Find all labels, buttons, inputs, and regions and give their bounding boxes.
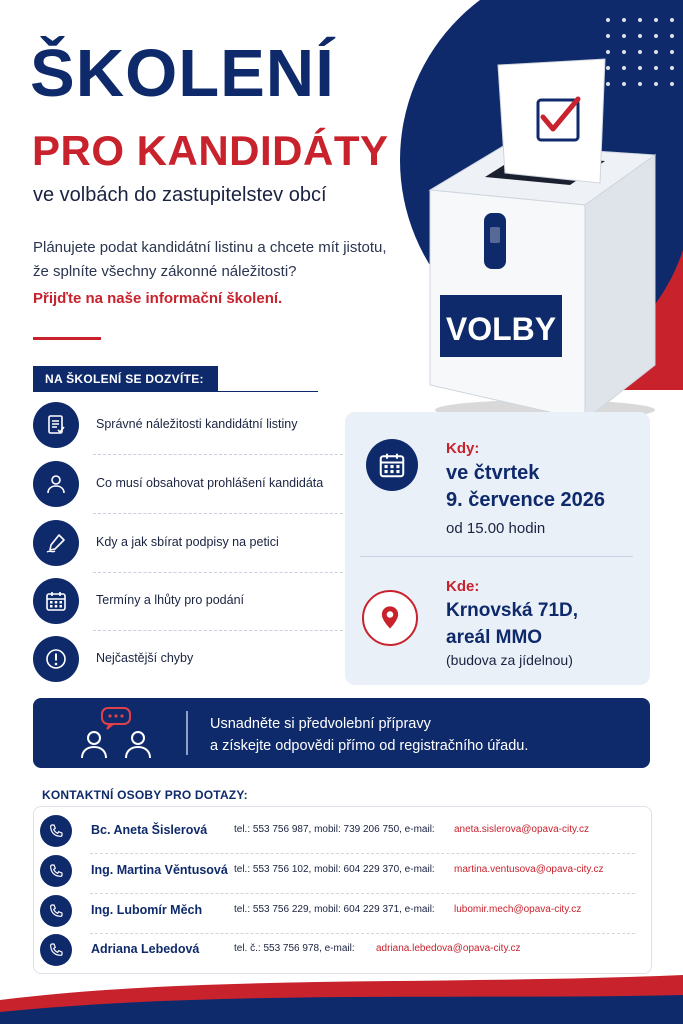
contact-email-link[interactable]: adriana.lebedova@opava-city.cz: [376, 943, 521, 954]
ballot-box-label: VOLBY: [445, 311, 557, 347]
phone-icon: [40, 855, 72, 887]
location-pin-icon: [362, 590, 418, 646]
contact-name: Adriana Lebedová: [91, 942, 200, 956]
banner-text-line-1: Usnadněte si předvolební přípravy: [210, 716, 431, 732]
learn-item-label: Co musí obsahovat prohlášení kandidáta: [96, 476, 324, 490]
contact-email-link[interactable]: aneta.sislerova@opava-city.cz: [454, 824, 590, 835]
learn-item: [33, 459, 323, 509]
divider: [93, 630, 353, 631]
divider: [33, 337, 101, 340]
learn-item: [33, 518, 323, 568]
where-area: areál MMO: [446, 627, 543, 648]
learn-item: [33, 400, 323, 450]
divider: [360, 556, 633, 557]
contact-email-link[interactable]: lubomir.mech@opava-city.cz: [454, 904, 582, 915]
contact-name: Bc. Aneta Šislerová: [91, 823, 208, 837]
learn-heading: NA ŠKOLENÍ SE DOZVÍTE:: [33, 366, 218, 392]
calendar-icon: [33, 578, 79, 624]
contact-row: [40, 932, 640, 968]
exclamation-icon: [33, 636, 79, 682]
contacts-heading: KONTAKTNÍ OSOBY PRO DOTAZY:: [42, 788, 248, 802]
people-chat-icon: [76, 706, 158, 760]
phone-icon: [40, 895, 72, 927]
learn-item-label: Kdy a jak sbírat podpisy na petici: [96, 535, 279, 549]
invite-text: Přijďte na naše informační školení.: [33, 290, 283, 307]
contact-row: [40, 813, 640, 849]
contact-email-link[interactable]: martina.ventusova@opava-city.cz: [454, 864, 604, 875]
when-time: od 15.00 hodin: [446, 520, 546, 537]
subtitle: ve volbách do zastupitelstev obcí: [33, 184, 327, 206]
page-title-line2: PRO KANDIDÁTY: [32, 127, 389, 174]
contact-name: Ing. Lubomír Měch: [91, 903, 203, 917]
divider: [93, 513, 353, 514]
learn-item-label: Termíny a lhůty pro podání: [96, 593, 244, 607]
divider: [93, 572, 353, 573]
contact-phones: tel. č.: 553 756 978, e-mail:: [234, 943, 355, 954]
page-title: ŠKOLENÍ: [30, 36, 335, 111]
learn-item-label: Nejčastější chyby: [96, 651, 194, 665]
where-building: (budova za jídelnou): [446, 652, 573, 668]
intro-line-2: že splníte všechny zákonné náležitosti?: [33, 263, 297, 280]
when-label: Kdy:: [446, 440, 480, 457]
document-icon: [33, 402, 79, 448]
contact-name: Ing. Martina Věntusová: [91, 863, 228, 877]
calendar-icon: [366, 439, 418, 491]
when-day: ve čtvrtek: [446, 462, 540, 484]
learn-item: [33, 634, 323, 684]
contact-phones: tel.: 553 756 987, mobil: 739 206 750, e-mail:: [234, 824, 435, 835]
intro-line-1: Plánujete podat kandidátní listinu a chcete mít jistotu,: [33, 239, 387, 256]
divider: [93, 454, 353, 455]
contact-row: [40, 853, 640, 889]
where-street: Krnovská 71D,: [446, 600, 579, 621]
contact-phones: tel.: 553 756 102, mobil: 604 229 370, e-mail:: [234, 864, 435, 875]
divider: [218, 391, 318, 392]
contact-row: [40, 893, 640, 929]
divider: [186, 711, 188, 755]
learn-item-label: Správné náležitosti kandidátní listiny: [96, 417, 298, 431]
person-icon: [33, 461, 79, 507]
signature-pen-icon: [33, 520, 79, 566]
ballot-box-illustration: [410, 55, 660, 425]
where-label: Kde:: [446, 578, 480, 595]
learn-item: [33, 576, 323, 626]
phone-icon: [40, 815, 72, 847]
banner-text-line-2: a získejte odpovědi přímo od registračního úřadu.: [210, 738, 529, 754]
intro-text: [33, 236, 403, 284]
when-date: 9. července 2026: [446, 489, 606, 511]
phone-icon: [40, 934, 72, 966]
contact-phones: tel.: 553 756 229, mobil: 604 229 371, e-mail:: [234, 904, 435, 915]
